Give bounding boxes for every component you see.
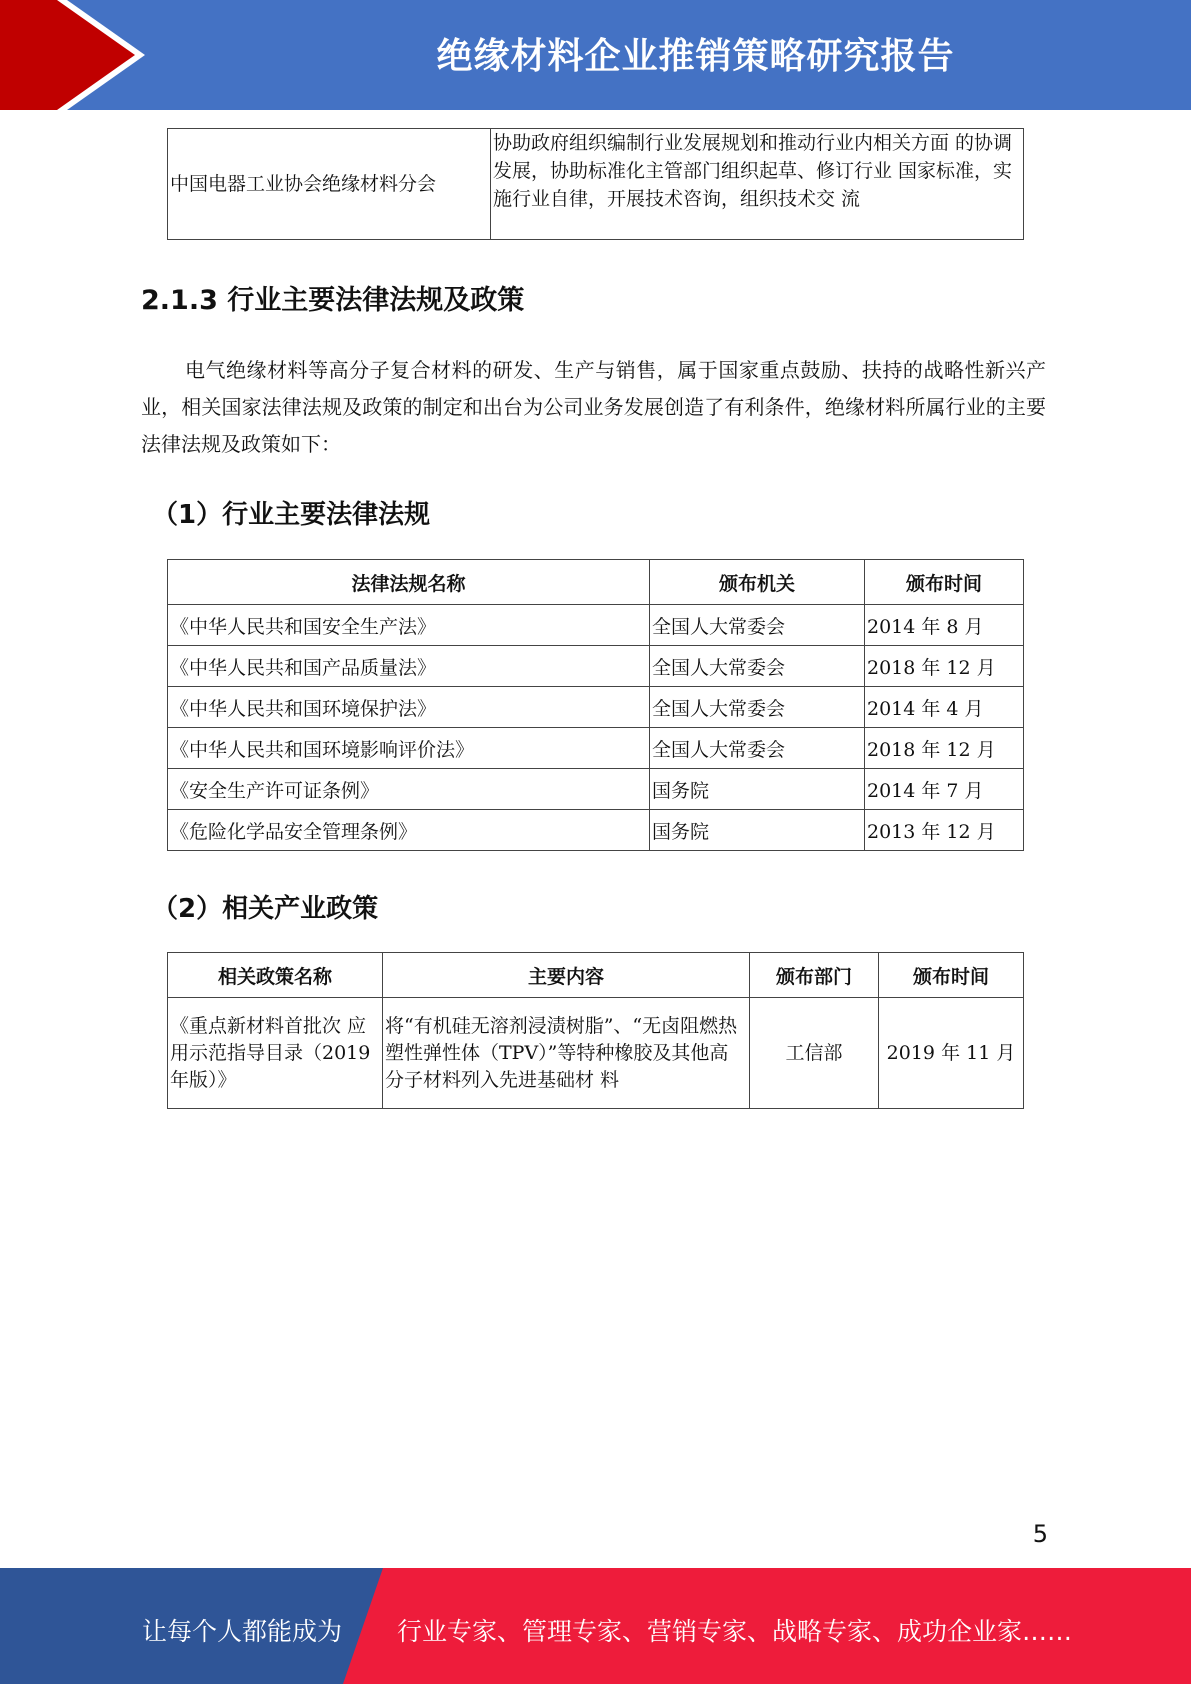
law-date-cell: 2014 年 7 月: [865, 769, 1024, 810]
table-row: [168, 769, 1024, 810]
footer-slogan-right: 行业专家、管理专家、营销专家、战略专家、成功企业家……: [397, 1617, 1073, 1646]
law-name-cell: 《中华人民共和国安全生产法》: [168, 605, 650, 646]
section-heading: 2.1.3 行业主要法律法规及政策: [141, 285, 525, 316]
header-red-arrow: [0, 0, 160, 110]
law-name-cell: 《安全生产许可证条例》: [168, 769, 650, 810]
page-number: 5: [1032, 1520, 1048, 1548]
policy-date-cell: 2019 年 11 月: [879, 998, 1024, 1109]
law-date-cell: 2018 年 12 月: [865, 728, 1024, 769]
page-footer: [0, 1568, 1191, 1684]
law-authority-cell: 全国人大常委会: [650, 646, 865, 687]
table-row: [168, 810, 1024, 851]
law-date-cell: 2018 年 12 月: [865, 646, 1024, 687]
policies-heading: （2）相关产业政策: [152, 894, 379, 924]
policy-content-cell: 将“有机硅无溶剂浸渍树脂”、“无卤阻燃热塑性弹性体（TPV）”等特种橡胶及其他高分子材料列入先进基础材 料: [383, 998, 750, 1109]
table-header-row: [168, 560, 1024, 605]
law-name-cell: 《中华人民共和国产品质量法》: [168, 646, 650, 687]
table-row: [168, 687, 1024, 728]
column-header: 颁布部门: [750, 953, 879, 998]
law-name-cell: 《中华人民共和国环境保护法》: [168, 687, 650, 728]
column-header: 颁布时间: [879, 953, 1024, 998]
law-date-cell: 2013 年 12 月: [865, 810, 1024, 851]
law-name-cell: 《危险化学品安全管理条例》: [168, 810, 650, 851]
report-title: 绝缘材料企业推销策略研究报告: [436, 36, 955, 77]
table-row: [168, 605, 1024, 646]
org-name-cell: 中国电器工业协会绝缘材料分会: [168, 129, 491, 240]
law-date-cell: 2014 年 4 月: [865, 687, 1024, 728]
table-row: [168, 728, 1024, 769]
law-authority-cell: 全国人大常委会: [650, 728, 865, 769]
org-desc-cell: 协助政府组织编制行业发展规划和推动行业内相关方面 的协调发展，协助标准化主管部门组织起草、修订行业 国家标准，实施行业自律，开展技术咨询，组织技术交 流: [491, 129, 1024, 240]
policy-department-cell: 工信部: [750, 998, 879, 1109]
laws-heading: （1）行业主要法律法规: [152, 500, 431, 530]
law-name-cell: 《中华人民共和国环境影响评价法》: [168, 728, 650, 769]
policy-name-cell: 《重点新材料首批次 应用示范指导目录（2019 年版）》: [168, 998, 383, 1109]
column-header: 相关政策名称: [168, 953, 383, 998]
law-authority-cell: 全国人大常委会: [650, 605, 865, 646]
table-row: [168, 998, 1024, 1109]
intro-paragraph: 电气绝缘材料等高分子复合材料的研发、生产与销售，属于国家重点鼓励、扶持的战略性新兴产业，相关国家法律法规及政策的制定和出台为公司业务发展创造了有利条件，绝缘材料所属行业的主要法律法规及政策如下：: [141, 358, 1046, 456]
page-header: [0, 0, 1191, 110]
table-header-row: [168, 953, 1024, 998]
laws-table: [167, 559, 1024, 851]
table-row: [168, 129, 1024, 240]
law-authority-cell: 国务院: [650, 769, 865, 810]
table-row: [168, 646, 1024, 687]
org-table: [167, 128, 1024, 240]
law-date-cell: 2014 年 8 月: [865, 605, 1024, 646]
law-authority-cell: 全国人大常委会: [650, 687, 865, 728]
column-header: 法律法规名称: [168, 560, 650, 605]
column-header: 颁布机关: [650, 560, 865, 605]
footer-slogan-left: 让每个人都能成为: [142, 1617, 343, 1646]
column-header: 主要内容: [383, 953, 750, 998]
law-authority-cell: 国务院: [650, 810, 865, 851]
policies-table: [167, 952, 1024, 1109]
column-header: 颁布时间: [865, 560, 1024, 605]
